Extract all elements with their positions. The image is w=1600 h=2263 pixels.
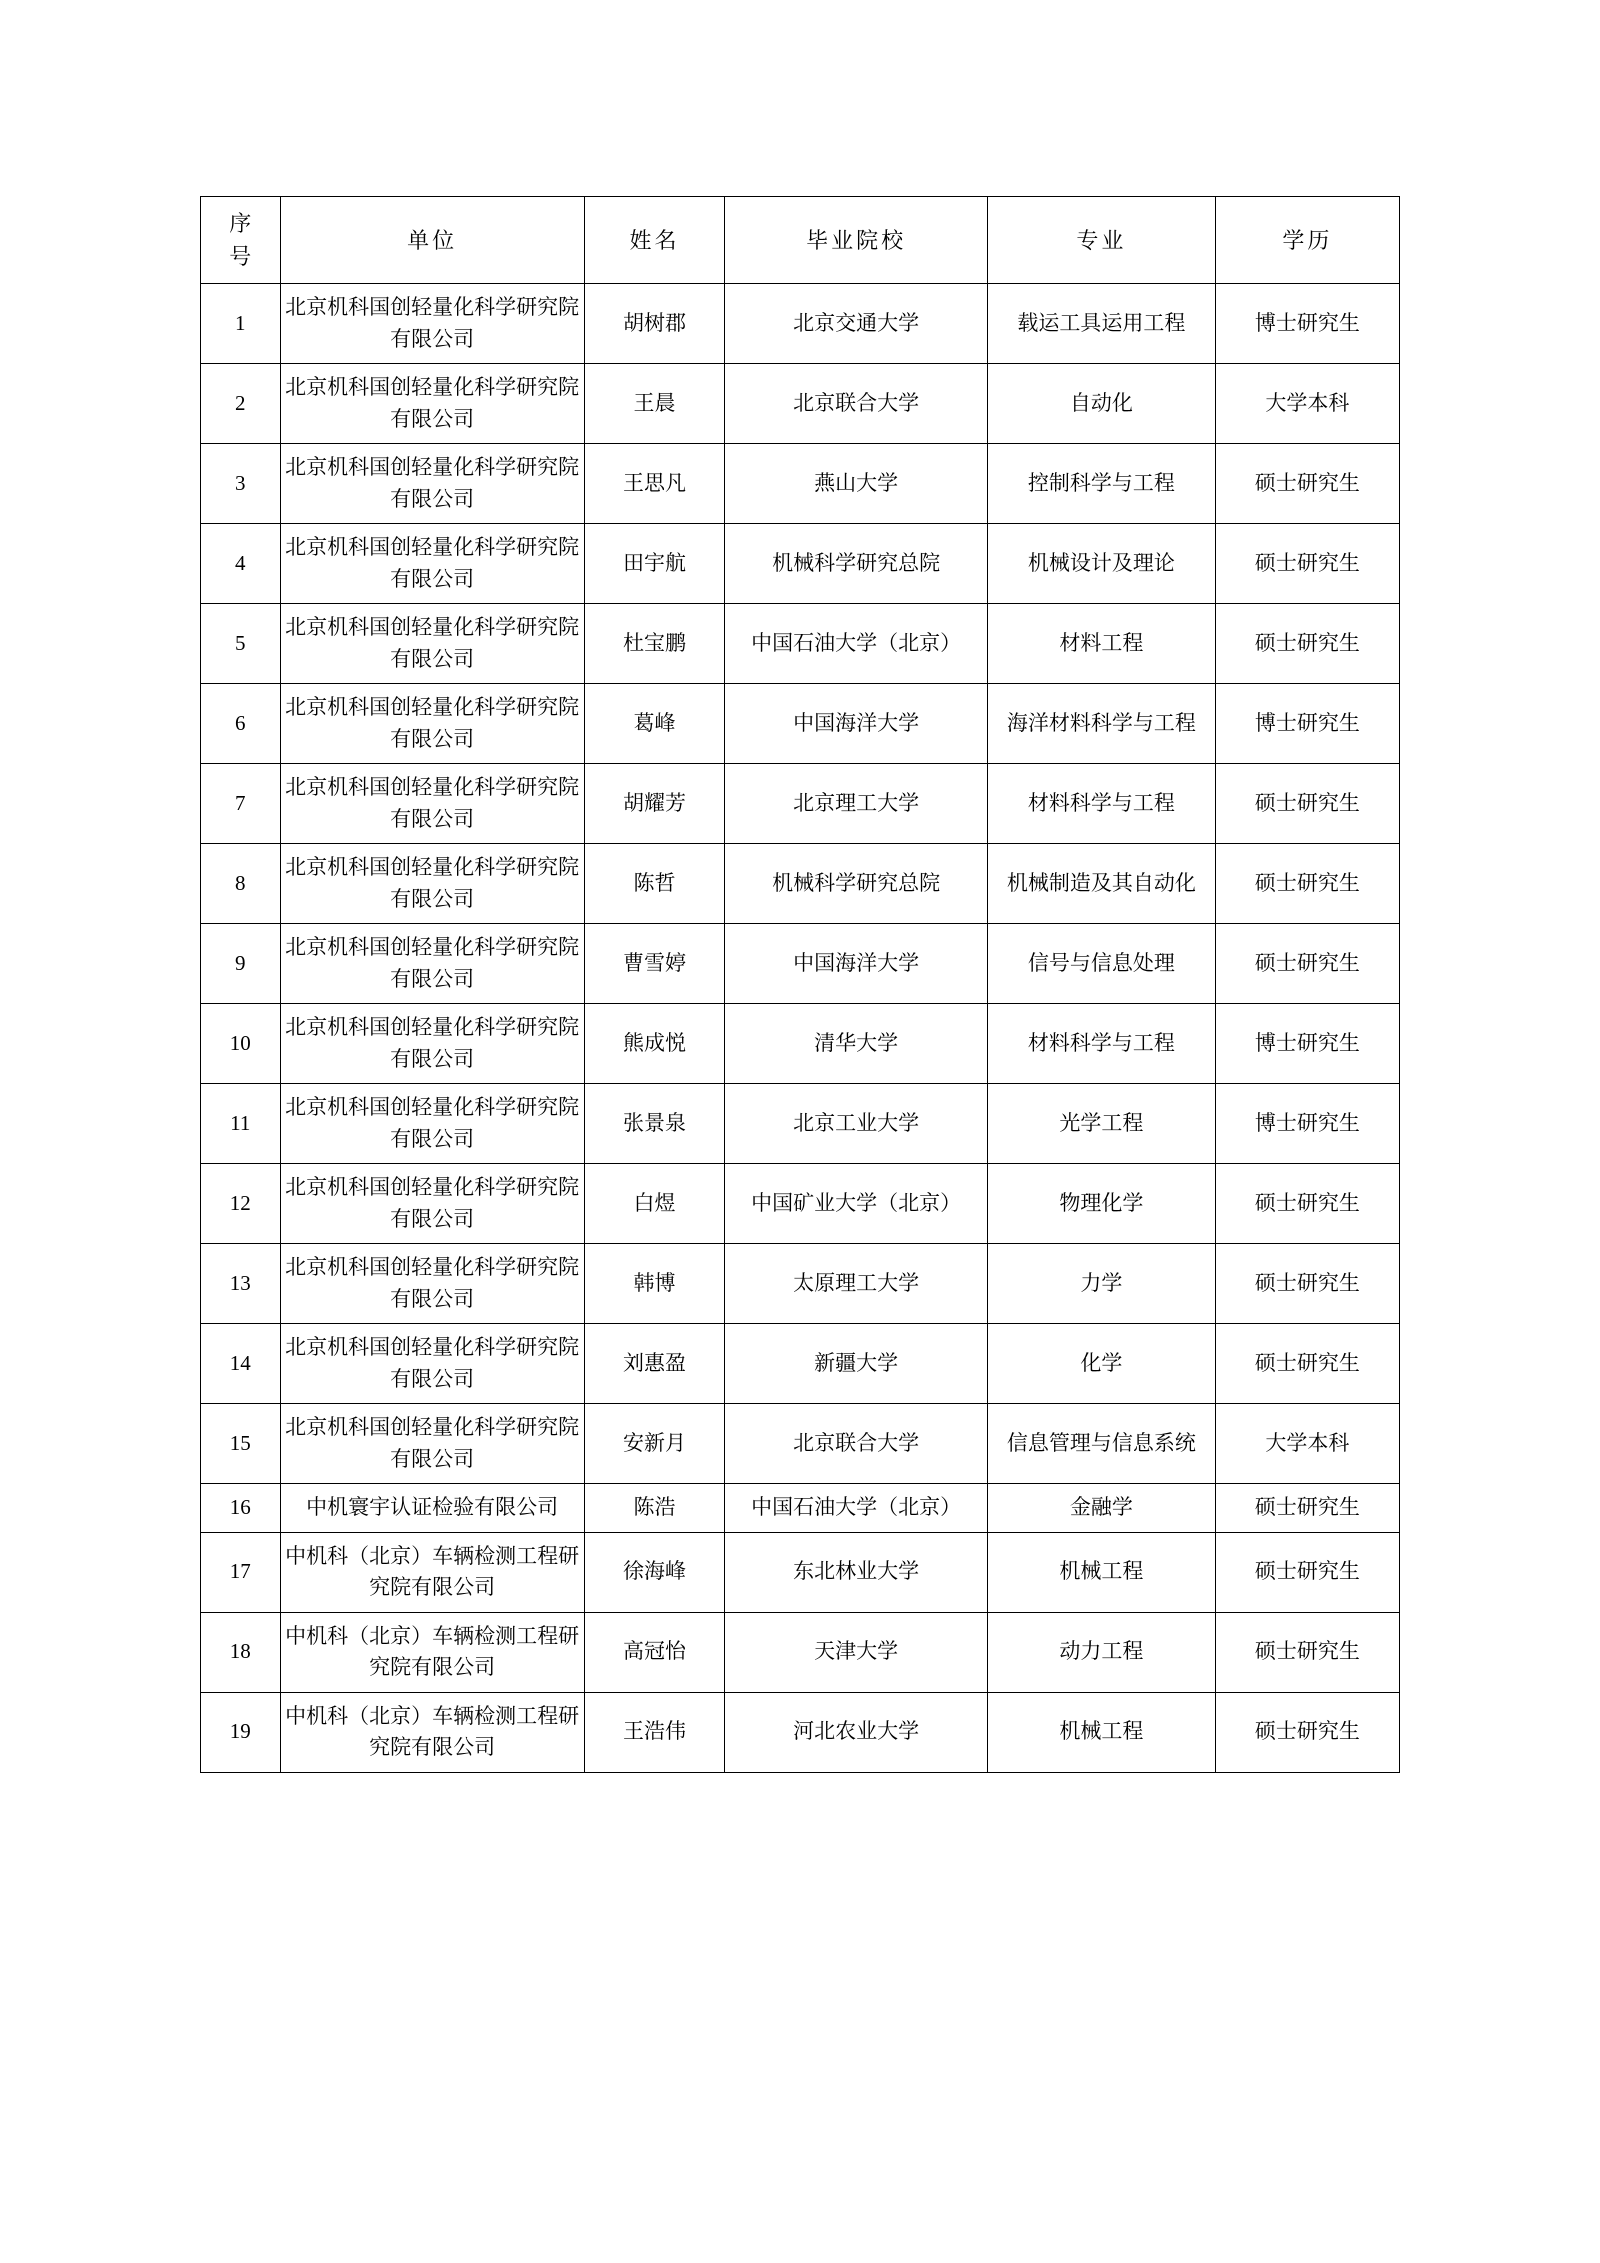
cell-seq: 11 bbox=[201, 1084, 281, 1164]
table-row bbox=[201, 364, 1400, 444]
cell-unit: 北京机科国创轻量化科学研究院有限公司 bbox=[280, 1324, 584, 1404]
cell-seq: 16 bbox=[201, 1484, 281, 1533]
cell-unit: 北京机科国创轻量化科学研究院有限公司 bbox=[280, 1244, 584, 1324]
cell-degree: 硕士研究生 bbox=[1215, 924, 1399, 1004]
cell-school: 河北农业大学 bbox=[725, 1692, 988, 1772]
cell-school: 北京工业大学 bbox=[725, 1084, 988, 1164]
cell-major: 机械工程 bbox=[987, 1692, 1215, 1772]
cell-major: 机械制造及其自动化 bbox=[987, 844, 1215, 924]
cell-degree: 硕士研究生 bbox=[1215, 764, 1399, 844]
cell-seq: 2 bbox=[201, 364, 281, 444]
table-header-row bbox=[201, 197, 1400, 284]
cell-name: 刘惠盈 bbox=[584, 1324, 725, 1404]
cell-school: 太原理工大学 bbox=[725, 1244, 988, 1324]
cell-seq: 5 bbox=[201, 604, 281, 684]
roster-table-wrapper bbox=[200, 196, 1400, 1773]
cell-unit: 中机科（北京）车辆检测工程研究院有限公司 bbox=[280, 1692, 584, 1772]
cell-seq: 10 bbox=[201, 1004, 281, 1084]
cell-major: 金融学 bbox=[987, 1484, 1215, 1533]
cell-degree: 硕士研究生 bbox=[1215, 1484, 1399, 1533]
cell-major: 信息管理与信息系统 bbox=[987, 1404, 1215, 1484]
cell-degree: 大学本科 bbox=[1215, 1404, 1399, 1484]
cell-major: 力学 bbox=[987, 1244, 1215, 1324]
column-header-name: 姓名 bbox=[584, 197, 725, 284]
cell-name: 田宇航 bbox=[584, 524, 725, 604]
cell-seq: 3 bbox=[201, 444, 281, 524]
cell-degree: 硕士研究生 bbox=[1215, 444, 1399, 524]
cell-school: 机械科学研究总院 bbox=[725, 524, 988, 604]
cell-seq: 12 bbox=[201, 1164, 281, 1244]
cell-seq: 14 bbox=[201, 1324, 281, 1404]
cell-degree: 博士研究生 bbox=[1215, 1004, 1399, 1084]
cell-major: 光学工程 bbox=[987, 1084, 1215, 1164]
cell-degree: 博士研究生 bbox=[1215, 1084, 1399, 1164]
table-row bbox=[201, 604, 1400, 684]
cell-unit: 北京机科国创轻量化科学研究院有限公司 bbox=[280, 364, 584, 444]
cell-degree: 硕士研究生 bbox=[1215, 604, 1399, 684]
cell-unit: 北京机科国创轻量化科学研究院有限公司 bbox=[280, 1084, 584, 1164]
cell-name: 韩博 bbox=[584, 1244, 725, 1324]
table-row bbox=[201, 844, 1400, 924]
column-header-unit: 单位 bbox=[280, 197, 584, 284]
table-row bbox=[201, 924, 1400, 1004]
cell-name: 熊成悦 bbox=[584, 1004, 725, 1084]
cell-school: 机械科学研究总院 bbox=[725, 844, 988, 924]
cell-unit: 北京机科国创轻量化科学研究院有限公司 bbox=[280, 524, 584, 604]
cell-degree: 大学本科 bbox=[1215, 364, 1399, 444]
column-header-major: 专业 bbox=[987, 197, 1215, 284]
cell-degree: 硕士研究生 bbox=[1215, 844, 1399, 924]
cell-unit: 北京机科国创轻量化科学研究院有限公司 bbox=[280, 684, 584, 764]
cell-unit: 北京机科国创轻量化科学研究院有限公司 bbox=[280, 284, 584, 364]
cell-major: 化学 bbox=[987, 1324, 1215, 1404]
cell-seq: 19 bbox=[201, 1692, 281, 1772]
table-row bbox=[201, 1324, 1400, 1404]
cell-seq: 6 bbox=[201, 684, 281, 764]
table-row bbox=[201, 444, 1400, 524]
cell-school: 中国石油大学（北京） bbox=[725, 1484, 988, 1533]
table-row bbox=[201, 1244, 1400, 1324]
cell-major: 机械设计及理论 bbox=[987, 524, 1215, 604]
cell-unit: 北京机科国创轻量化科学研究院有限公司 bbox=[280, 844, 584, 924]
cell-unit: 北京机科国创轻量化科学研究院有限公司 bbox=[280, 924, 584, 1004]
table-header bbox=[201, 197, 1400, 284]
cell-school: 中国石油大学（北京） bbox=[725, 604, 988, 684]
cell-unit: 北京机科国创轻量化科学研究院有限公司 bbox=[280, 764, 584, 844]
cell-school: 清华大学 bbox=[725, 1004, 988, 1084]
cell-major: 信号与信息处理 bbox=[987, 924, 1215, 1004]
cell-name: 王浩伟 bbox=[584, 1692, 725, 1772]
cell-major: 机械工程 bbox=[987, 1532, 1215, 1612]
cell-name: 白煜 bbox=[584, 1164, 725, 1244]
cell-school: 北京联合大学 bbox=[725, 1404, 988, 1484]
cell-major: 材料科学与工程 bbox=[987, 1004, 1215, 1084]
cell-unit: 北京机科国创轻量化科学研究院有限公司 bbox=[280, 1164, 584, 1244]
cell-name: 王晨 bbox=[584, 364, 725, 444]
cell-name: 胡树郡 bbox=[584, 284, 725, 364]
cell-degree: 博士研究生 bbox=[1215, 284, 1399, 364]
table-row bbox=[201, 1084, 1400, 1164]
table-row bbox=[201, 1164, 1400, 1244]
cell-name: 高冠怡 bbox=[584, 1612, 725, 1692]
table-row bbox=[201, 1484, 1400, 1533]
cell-school: 北京联合大学 bbox=[725, 364, 988, 444]
cell-degree: 硕士研究生 bbox=[1215, 1692, 1399, 1772]
cell-school: 北京交通大学 bbox=[725, 284, 988, 364]
cell-seq: 15 bbox=[201, 1404, 281, 1484]
cell-seq: 1 bbox=[201, 284, 281, 364]
cell-major: 动力工程 bbox=[987, 1612, 1215, 1692]
cell-seq: 7 bbox=[201, 764, 281, 844]
table-row bbox=[201, 1532, 1400, 1612]
cell-name: 张景泉 bbox=[584, 1084, 725, 1164]
cell-school: 北京理工大学 bbox=[725, 764, 988, 844]
table-row bbox=[201, 764, 1400, 844]
cell-name: 王思凡 bbox=[584, 444, 725, 524]
cell-unit: 中机科（北京）车辆检测工程研究院有限公司 bbox=[280, 1612, 584, 1692]
cell-name: 杜宝鹏 bbox=[584, 604, 725, 684]
table-row bbox=[201, 1612, 1400, 1692]
cell-seq: 17 bbox=[201, 1532, 281, 1612]
cell-school: 中国海洋大学 bbox=[725, 684, 988, 764]
cell-degree: 硕士研究生 bbox=[1215, 1324, 1399, 1404]
table-row bbox=[201, 524, 1400, 604]
table-row bbox=[201, 684, 1400, 764]
cell-unit: 北京机科国创轻量化科学研究院有限公司 bbox=[280, 604, 584, 684]
cell-major: 物理化学 bbox=[987, 1164, 1215, 1244]
cell-degree: 硕士研究生 bbox=[1215, 1244, 1399, 1324]
cell-seq: 13 bbox=[201, 1244, 281, 1324]
table-row bbox=[201, 1404, 1400, 1484]
cell-seq: 8 bbox=[201, 844, 281, 924]
cell-school: 燕山大学 bbox=[725, 444, 988, 524]
cell-degree: 硕士研究生 bbox=[1215, 1532, 1399, 1612]
cell-name: 胡耀芳 bbox=[584, 764, 725, 844]
cell-major: 材料科学与工程 bbox=[987, 764, 1215, 844]
cell-school: 天津大学 bbox=[725, 1612, 988, 1692]
table-row bbox=[201, 284, 1400, 364]
cell-degree: 博士研究生 bbox=[1215, 684, 1399, 764]
column-header-seq bbox=[201, 197, 281, 284]
cell-name: 徐海峰 bbox=[584, 1532, 725, 1612]
cell-major: 材料工程 bbox=[987, 604, 1215, 684]
cell-name: 安新月 bbox=[584, 1404, 725, 1484]
cell-degree: 硕士研究生 bbox=[1215, 1164, 1399, 1244]
cell-unit: 北京机科国创轻量化科学研究院有限公司 bbox=[280, 1004, 584, 1084]
cell-name: 陈哲 bbox=[584, 844, 725, 924]
cell-seq: 18 bbox=[201, 1612, 281, 1692]
cell-seq: 9 bbox=[201, 924, 281, 1004]
cell-unit: 中机科（北京）车辆检测工程研究院有限公司 bbox=[280, 1532, 584, 1612]
column-header-seq-label: 序号 bbox=[229, 211, 252, 269]
cell-school: 中国海洋大学 bbox=[725, 924, 988, 1004]
table-row bbox=[201, 1692, 1400, 1772]
cell-major: 控制科学与工程 bbox=[987, 444, 1215, 524]
cell-degree: 硕士研究生 bbox=[1215, 524, 1399, 604]
cell-name: 曹雪婷 bbox=[584, 924, 725, 1004]
cell-name: 葛峰 bbox=[584, 684, 725, 764]
cell-major: 海洋材料科学与工程 bbox=[987, 684, 1215, 764]
table-body bbox=[201, 284, 1400, 1773]
cell-school: 新疆大学 bbox=[725, 1324, 988, 1404]
cell-unit: 北京机科国创轻量化科学研究院有限公司 bbox=[280, 1404, 584, 1484]
cell-name: 陈浩 bbox=[584, 1484, 725, 1533]
cell-major: 载运工具运用工程 bbox=[987, 284, 1215, 364]
cell-school: 东北林业大学 bbox=[725, 1532, 988, 1612]
table-row bbox=[201, 1004, 1400, 1084]
column-header-school: 毕业院校 bbox=[725, 197, 988, 284]
cell-unit: 北京机科国创轻量化科学研究院有限公司 bbox=[280, 444, 584, 524]
cell-major: 自动化 bbox=[987, 364, 1215, 444]
cell-degree: 硕士研究生 bbox=[1215, 1612, 1399, 1692]
cell-unit: 中机寰宇认证检验有限公司 bbox=[280, 1484, 584, 1533]
cell-school: 中国矿业大学（北京） bbox=[725, 1164, 988, 1244]
cell-seq: 4 bbox=[201, 524, 281, 604]
column-header-degree: 学历 bbox=[1215, 197, 1399, 284]
roster-table bbox=[200, 196, 1400, 1773]
